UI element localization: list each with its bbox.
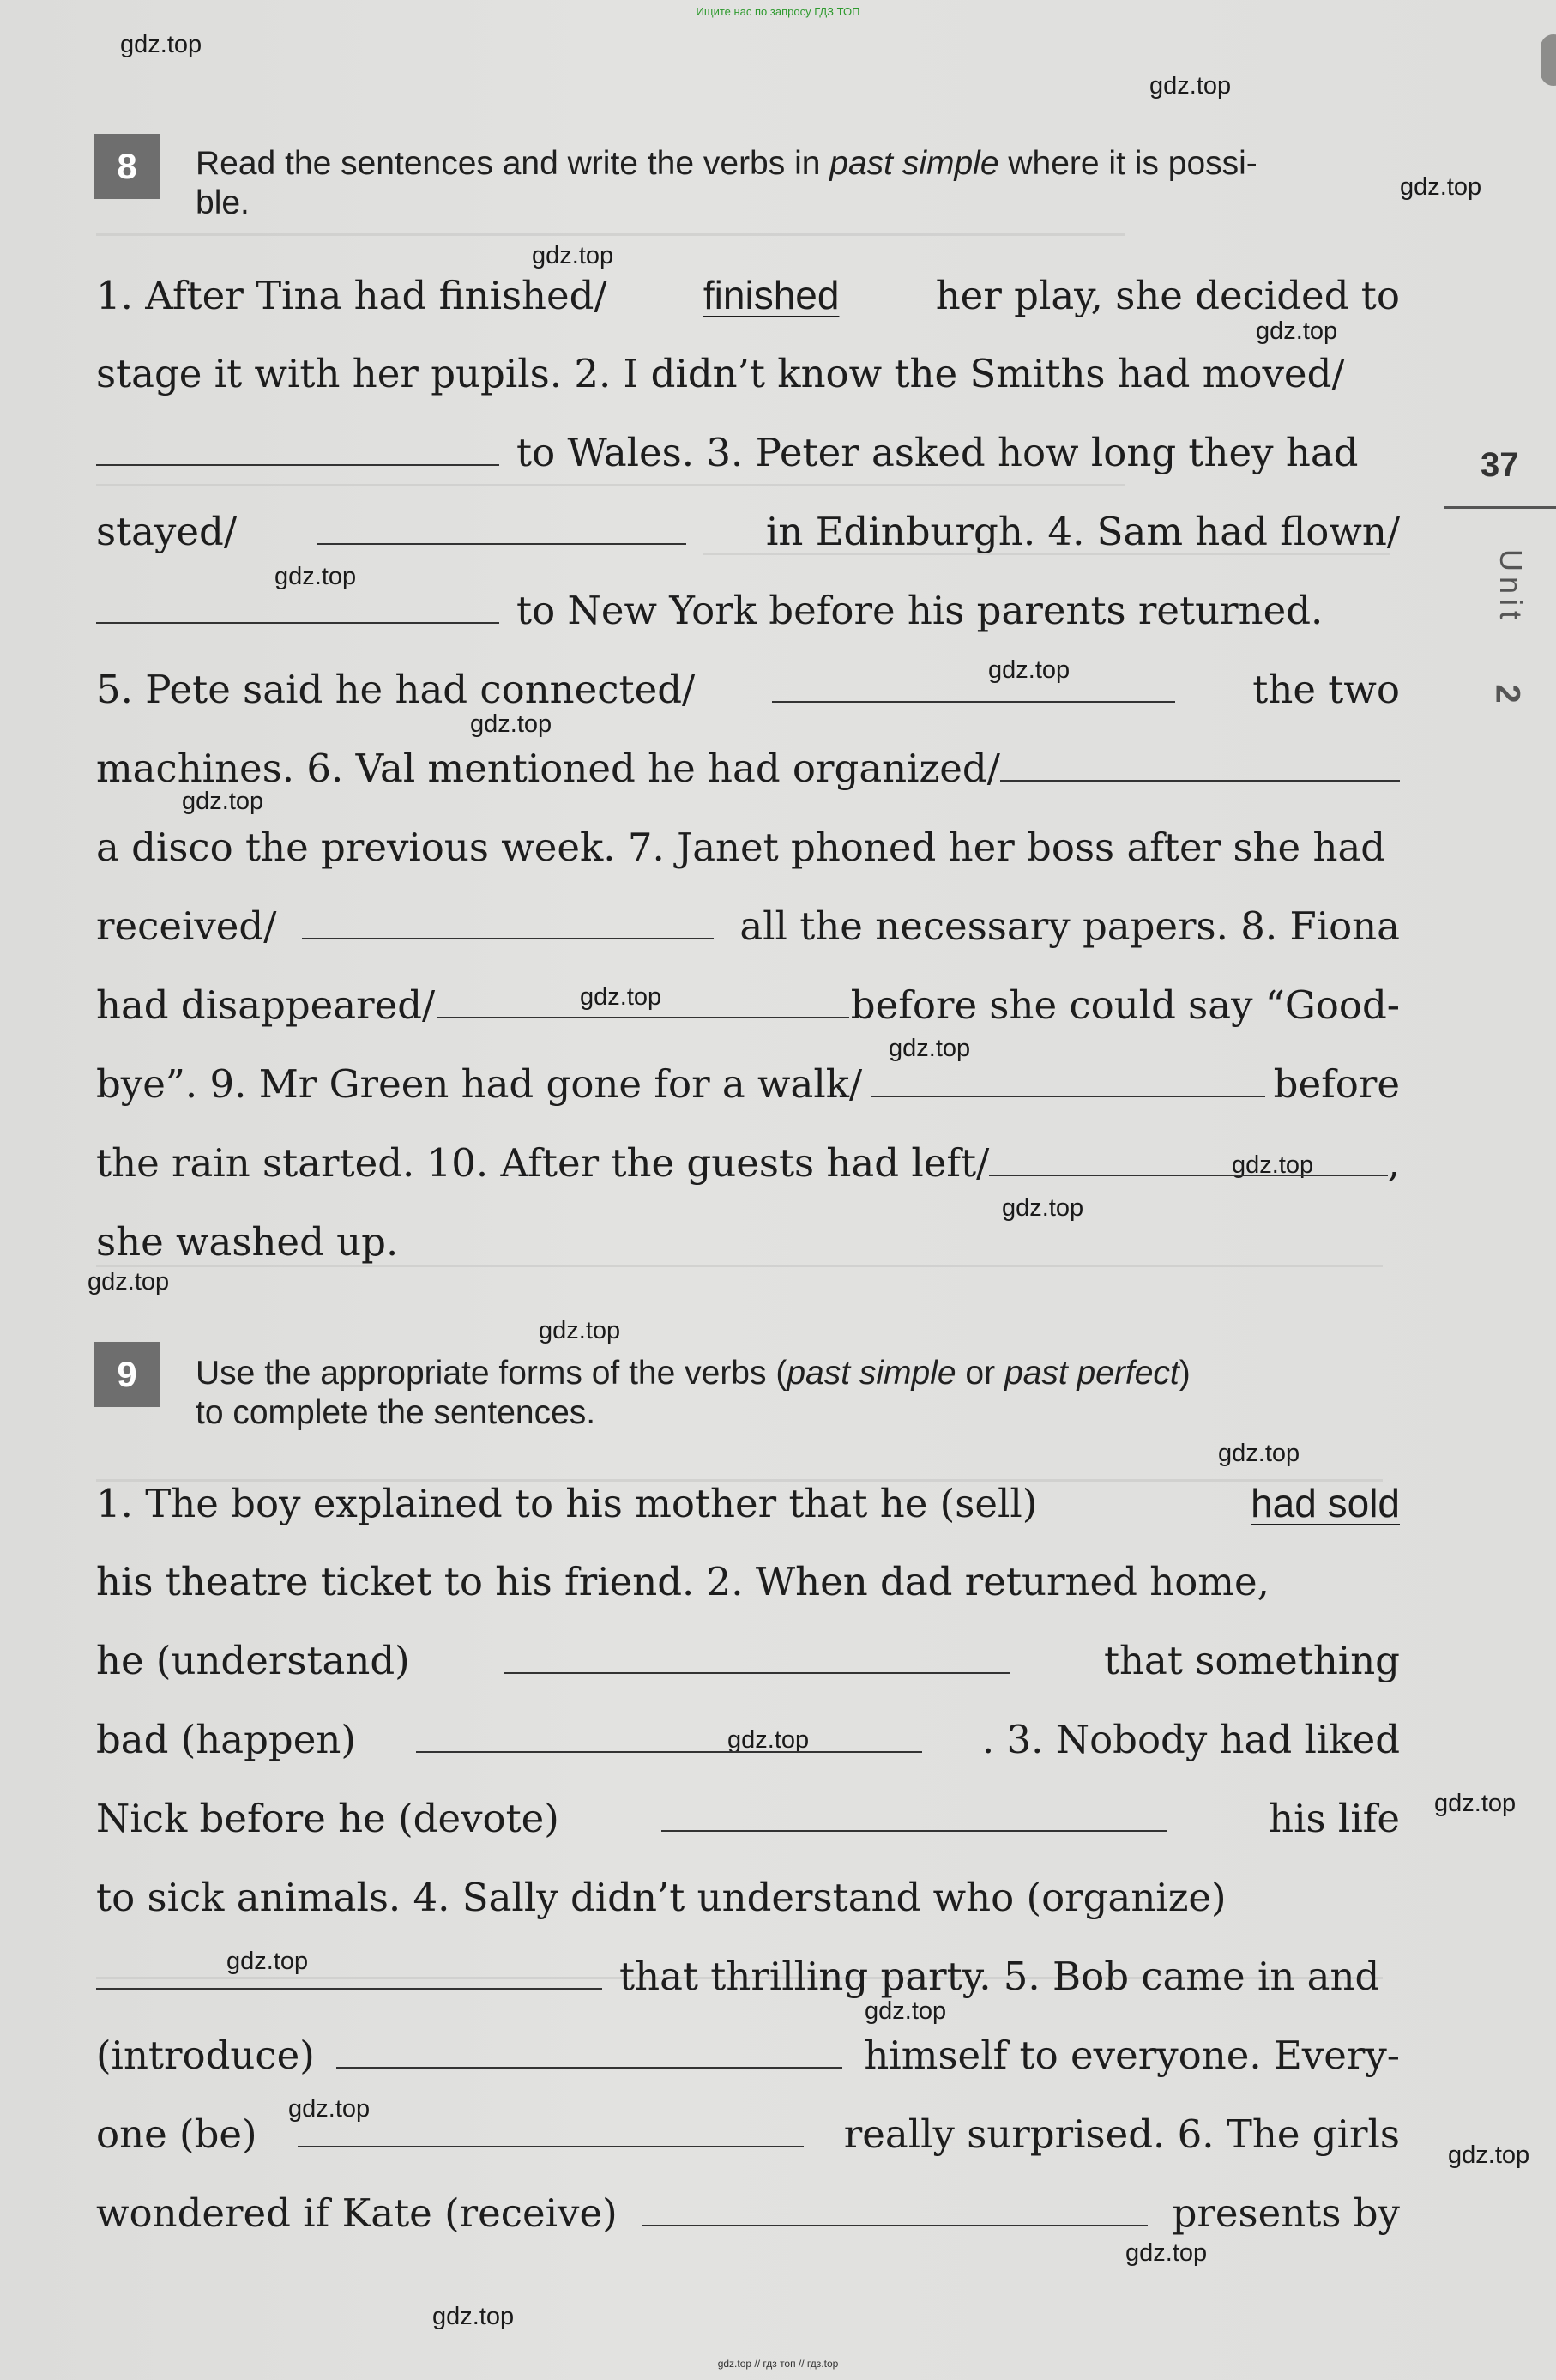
text-line: Nick before he (devote) his life: [96, 1796, 1400, 1841]
watermark: gdz.top: [120, 31, 202, 58]
text-line: stayed/ in Edinburgh. 4. Sam had flown/: [96, 509, 1400, 554]
answer-blank[interactable]: [96, 1954, 602, 1990]
watermark: gdz.top: [580, 983, 662, 1011]
page-edge-mark: [1541, 34, 1556, 86]
watermark: gdz.top: [539, 1317, 621, 1344]
answer-written: had sold: [1251, 1481, 1400, 1525]
answer-blank[interactable]: [989, 1140, 1387, 1176]
text-line: 1. The boy explained to his mother that he (sell) had sold: [96, 1464, 1400, 1543]
text-line: to sick animals. 4. Sally didn’t understand who (organize): [96, 1875, 1227, 1920]
exercise-instruction: Read the sentences and write the verbs in past simple where it is possi- ble.: [196, 145, 1257, 221]
exercise-number-badge: 8: [94, 134, 160, 199]
watermark: gdz.top: [1400, 173, 1482, 201]
text-line: 1. After Tina had finished/ finished her play, she decided to: [96, 256, 1400, 335]
watermark: gdz.top: [226, 1948, 309, 1975]
watermark: gdz.top: [182, 788, 264, 815]
text-line: wondered if Kate (receive) presents by: [96, 2190, 1400, 2236]
text-line: his theatre ticket to his friend. 2. When dad returned home,: [96, 1559, 1270, 1604]
unit-label: Unit: [1493, 549, 1529, 625]
answer-blank[interactable]: [336, 2033, 842, 2069]
text-line: he (understand) that something: [96, 1638, 1400, 1683]
text-line: bad (happen) . 3. Nobody had liked: [96, 1717, 1400, 1762]
answer-blank[interactable]: [437, 982, 849, 1018]
answer-blank[interactable]: [416, 1717, 922, 1753]
text-line: a disco the previous week. 7. Janet phoned her boss after she had: [96, 825, 1386, 870]
text-line: received/ all the necessary papers. 8. Fiona: [96, 903, 1400, 949]
answer-blank[interactable]: [317, 509, 686, 545]
watermark: gdz.top: [865, 1997, 947, 2025]
answer-blank[interactable]: [96, 430, 499, 466]
answer-blank[interactable]: [661, 1796, 1167, 1832]
text-line: she washed up.: [96, 1219, 399, 1265]
unit-number: 2: [1488, 684, 1527, 704]
answer-blank[interactable]: [96, 588, 499, 624]
answer-blank[interactable]: [871, 1061, 1265, 1097]
watermark: gdz.top: [432, 2303, 515, 2330]
footer-note: gdz.top // гдз топ // гдз.top: [717, 2358, 839, 2370]
answer-blank[interactable]: [772, 667, 1175, 703]
answer-blank[interactable]: [1000, 746, 1400, 782]
watermark: gdz.top: [470, 710, 552, 738]
exercise-instruction: Use the appropriate forms of the verbs (past simple or past perfect) to complete the sentences.: [196, 1355, 1191, 1431]
text-line: had disappeared/ before she could say “Good-: [96, 982, 1400, 1028]
answer-blank[interactable]: [504, 1638, 1010, 1674]
watermark: gdz.top: [274, 563, 357, 590]
watermark: gdz.top: [889, 1035, 971, 1062]
page-number-rule: [1444, 506, 1556, 509]
text-line: bye”. 9. Mr Green had gone for a walk/ before: [96, 1061, 1400, 1107]
watermark: gdz.top: [727, 1726, 810, 1754]
exercise-number-badge: 9: [94, 1342, 160, 1407]
watermark: gdz.top: [87, 1268, 170, 1296]
text-line: stage it with her pupils. 2. I didn’t know the Smiths had moved/: [96, 351, 1345, 396]
watermark: gdz.top: [1002, 1194, 1084, 1222]
watermark: gdz.top: [1232, 1151, 1314, 1179]
text-line: that thrilling party. 5. Bob came in and: [96, 1937, 1400, 2016]
text-line: the rain started. 10. After the guests had left/ ,: [96, 1140, 1400, 1186]
watermark: gdz.top: [1149, 72, 1232, 100]
watermark: gdz.top: [1434, 1790, 1517, 1817]
answer-written: finished: [703, 273, 840, 317]
watermark: gdz.top: [1218, 1440, 1300, 1467]
watermark: gdz.top: [288, 2095, 371, 2123]
header-note: Ищите нас по запросу ГДЗ ТОП: [696, 5, 860, 18]
text-line: one (be) really surprised. 6. The girls: [96, 2111, 1400, 2157]
answer-blank[interactable]: [298, 2111, 804, 2147]
text-line: (introduce) himself to everyone. Every-: [96, 2033, 1400, 2078]
text-line: 5. Pete said he had connected/ the two: [96, 667, 1400, 712]
page-number: 37: [1481, 446, 1519, 484]
text-line: to New York before his parents returned.: [96, 571, 1400, 650]
answer-blank[interactable]: [642, 2190, 1148, 2226]
watermark: gdz.top: [988, 656, 1071, 684]
text-line: machines. 6. Val mentioned he had organized/: [96, 729, 1400, 808]
watermark: gdz.top: [532, 242, 614, 269]
answer-blank[interactable]: [302, 903, 714, 939]
watermark: gdz.top: [1125, 2239, 1208, 2267]
watermark: gdz.top: [1448, 2141, 1530, 2169]
watermark: gdz.top: [1256, 317, 1338, 345]
text-line: to Wales. 3. Peter asked how long they had: [96, 414, 1400, 492]
